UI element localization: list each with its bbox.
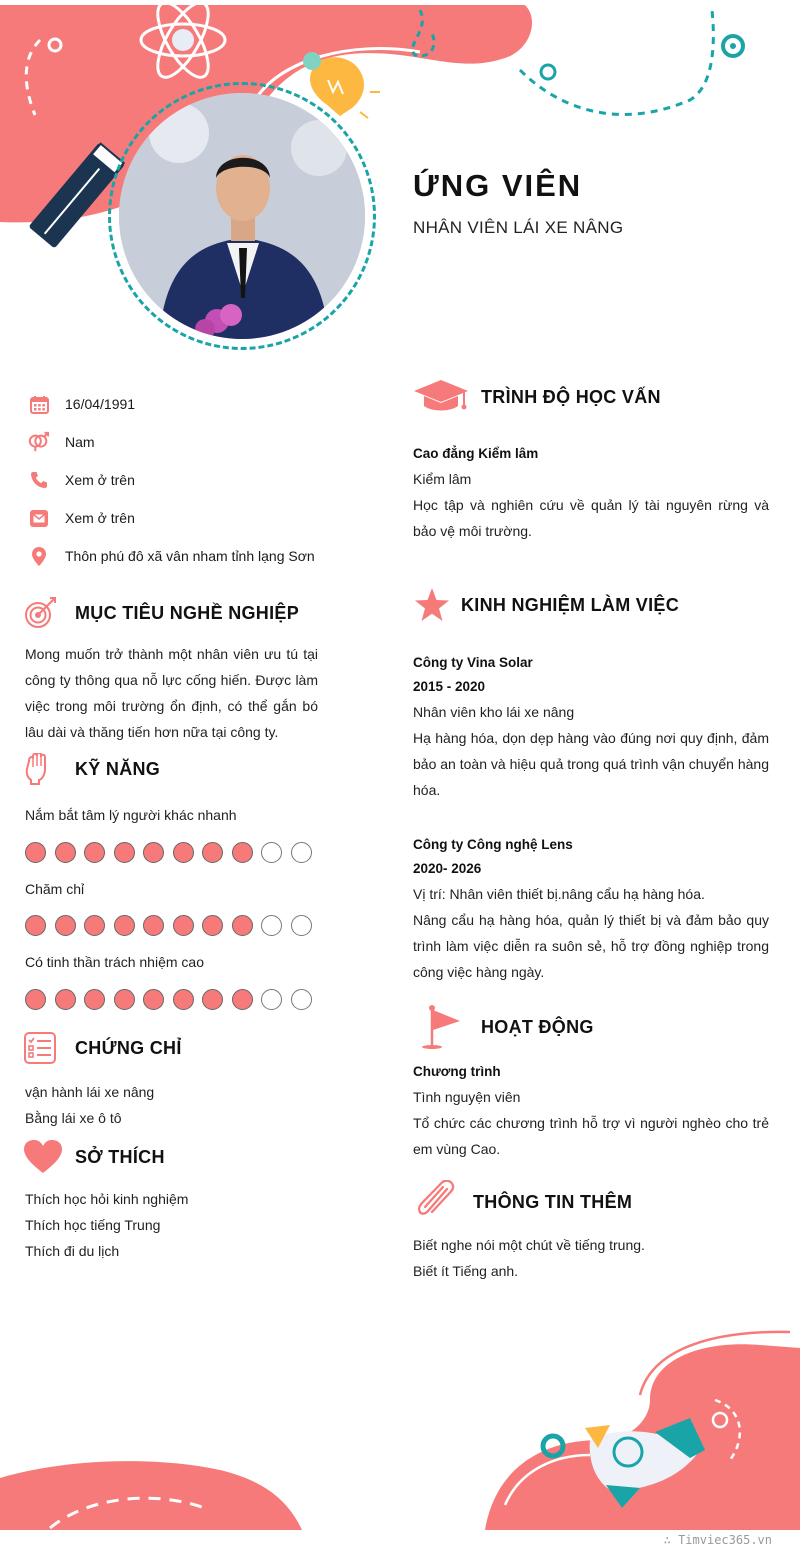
extra-info-section-header (416, 1180, 632, 1224)
rating-dot-filled (202, 989, 223, 1010)
hobbies-list (25, 1186, 188, 1264)
activity-name: Chương trình (413, 1064, 501, 1079)
certificates-list (25, 1079, 154, 1131)
certificates-section-header (24, 1032, 182, 1064)
extra-info-item: Biết ít Tiếng anh. (413, 1263, 519, 1279)
job-description: Hạ hàng hóa, dọn dẹp hàng vào đúng nơi quy định, đảm bảo an toàn và hiệu quả trong quá trình vận chuyển hàng hóa. (413, 730, 769, 798)
rating-dot-filled (55, 989, 76, 1010)
personal-info-list (28, 385, 348, 575)
rating-dot-filled (232, 989, 253, 1010)
job-company: Công ty Công nghệ Lens (413, 837, 573, 852)
rating-dot-filled (173, 989, 194, 1010)
phone-icon (28, 469, 50, 491)
objective-section-header (24, 596, 299, 630)
info-row-phone (28, 461, 348, 499)
skills-section-header (24, 752, 160, 786)
rating-dot-filled (25, 842, 46, 863)
rating-dot-empty (291, 842, 312, 863)
rating-dot-empty (261, 989, 282, 1010)
rating-dot-filled (143, 915, 164, 936)
calendar-icon (28, 393, 50, 415)
rating-dot-filled (143, 842, 164, 863)
education-section-header (414, 380, 661, 414)
candidate-position: NHÂN VIÊN LÁI XE NÂNG (413, 218, 624, 237)
job-period: 2020- 2026 (413, 861, 482, 876)
activity-role: Tình nguyện viên (413, 1089, 521, 1105)
certificates-title: CHỨNG CHỈ (75, 1037, 182, 1058)
gender-icon (28, 431, 50, 453)
rating-dot-filled (143, 989, 164, 1010)
experience-job (413, 833, 769, 985)
rating-dot-filled (55, 915, 76, 936)
rating-dot-filled (202, 915, 223, 936)
activities-title: HOẠT ĐỘNG (481, 1016, 594, 1037)
skill-rating (25, 842, 312, 863)
rating-dot-filled (173, 842, 194, 863)
skill-rating (25, 915, 312, 936)
hobby-item: Thích đi du lịch (25, 1243, 120, 1259)
watermark-text: ∴ Timviec365.vn (663, 1533, 772, 1547)
star-icon (414, 588, 450, 622)
job-period: 2015 - 2020 (413, 679, 486, 694)
extra-info-title: THÔNG TIN THÊM (473, 1191, 633, 1212)
activity-description: Tổ chức các chương trình hỗ trợ vì người nghèo cho trẻ em vùng Cao. (413, 1115, 769, 1157)
rating-dot-filled (114, 915, 135, 936)
profile-photo (119, 93, 365, 339)
info-row-birthday (28, 385, 348, 423)
education-major: Kiểm lâm (413, 471, 472, 487)
activities-section-header (420, 1004, 594, 1050)
rating-dot-filled (25, 989, 46, 1010)
rating-dot-empty (291, 915, 312, 936)
raised-fist-icon (24, 752, 50, 786)
education-content (413, 442, 769, 544)
education-description: Học tập và nghiên cứu về quản lý tài nguyên rừng và bảo vệ môi trường. (413, 497, 769, 539)
rating-dot-filled (114, 989, 135, 1010)
rating-dot-empty (261, 915, 282, 936)
phone-value: Xem ở trên (65, 472, 135, 488)
graduation-cap-icon (414, 380, 468, 414)
education-title: TRÌNH ĐỘ HỌC VẤN (481, 386, 661, 407)
profile-photo-frame (108, 82, 376, 350)
job-company: Công ty Vina Solar (413, 655, 533, 670)
paperclip-icon (416, 1180, 458, 1224)
experience-section-header (414, 588, 679, 622)
rating-dot-filled (84, 842, 105, 863)
hobbies-section-header (24, 1140, 165, 1174)
hobby-item: Thích học hỏi kinh nghiệm (25, 1191, 189, 1207)
info-row-email (28, 499, 348, 537)
job-description: Nâng cẩu hạ hàng hóa, quản lý thiết bị và đảm bảo quy trình làm việc diễn ra suôn sẻ, hỗ trợ đồng nghiệp trong công việc hàng ngày. (413, 912, 769, 980)
target-icon (24, 596, 58, 630)
rating-dot-empty (291, 989, 312, 1010)
rating-dot-filled (84, 989, 105, 1010)
rating-dot-filled (55, 842, 76, 863)
info-row-address (28, 537, 348, 575)
location-pin-icon (28, 545, 50, 567)
rating-dot-filled (232, 842, 253, 863)
rating-dot-filled (232, 915, 253, 936)
skill-name: Nắm bắt tâm lý người khác nhanh (25, 807, 237, 823)
flag-icon (420, 1004, 462, 1050)
rating-dot-filled (202, 842, 223, 863)
skill-name: Chăm chỉ (25, 881, 85, 897)
job-role: Nhân viên kho lái xe nâng (413, 704, 575, 720)
hobby-item: Thích học tiếng Trung (25, 1217, 161, 1233)
rating-dot-filled (173, 915, 194, 936)
rating-dot-filled (114, 842, 135, 863)
skill-rating (25, 989, 312, 1010)
extra-info-item: Biết nghe nói một chút về tiếng trung. (413, 1237, 645, 1253)
rating-dot-filled (84, 915, 105, 936)
hobbies-title: SỞ THÍCH (75, 1146, 165, 1167)
heart-icon (24, 1140, 62, 1174)
candidate-name: ỨNG VIÊN (413, 168, 583, 203)
info-row-gender (28, 423, 348, 461)
activities-content (413, 1060, 769, 1162)
certificate-item: Bằng lái xe ô tô (25, 1110, 122, 1126)
experience-job (413, 651, 769, 803)
address-value: Thôn phú đô xã vân nham tỉnh lạng Sơn (65, 548, 315, 564)
email-icon (28, 507, 50, 529)
checklist-icon (24, 1032, 56, 1064)
job-role: Vị trí: Nhân viên thiết bị.nâng cẩu hạ hàng hóa. (413, 886, 705, 902)
objective-text: Mong muốn trở thành một nhân viên ưu tú tại công ty thông qua nỗ lực cống hiến. Được làm việc trong môi trường ổn định, có thể gắn bó lâu dài và thăng tiến hơn nữa tại công ty. (25, 646, 318, 740)
education-school: Cao đẳng Kiểm lâm (413, 446, 539, 461)
rating-dot-empty (261, 842, 282, 863)
skills-title: KỸ NĂNG (75, 758, 161, 779)
skill-name: Có tinh thần trách nhiệm cao (25, 954, 204, 970)
gender-value: Nam (65, 434, 95, 450)
experience-title: KINH NGHIỆM LÀM VIỆC (461, 594, 680, 615)
birthday-value: 16/04/1991 (65, 396, 136, 412)
certificate-item: vận hành lái xe nâng (25, 1084, 155, 1100)
rating-dot-filled (25, 915, 46, 936)
objective-title: MỤC TIÊU NGHỀ NGHIỆP (75, 602, 300, 623)
extra-info-list (413, 1232, 645, 1284)
email-value: Xem ở trên (65, 510, 135, 526)
